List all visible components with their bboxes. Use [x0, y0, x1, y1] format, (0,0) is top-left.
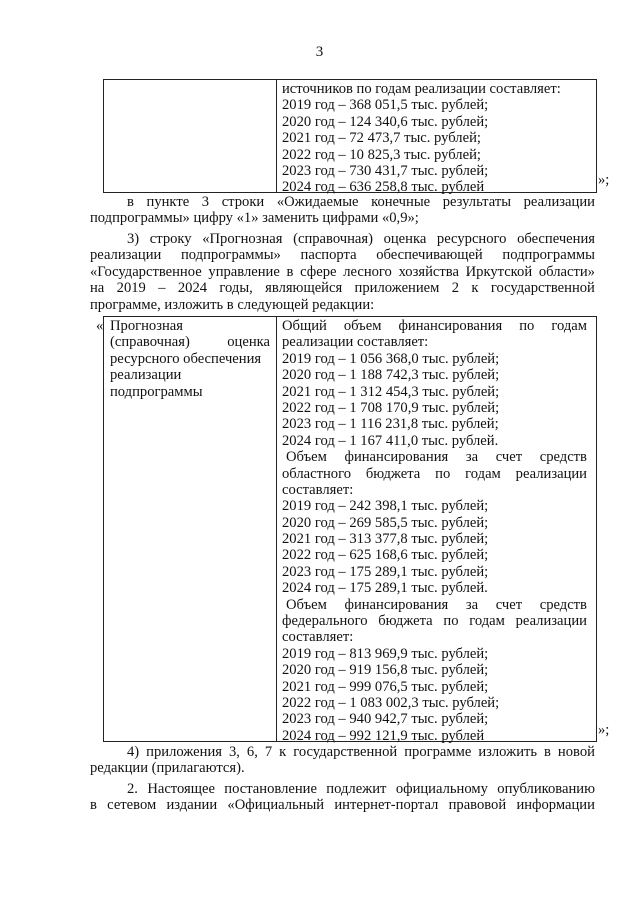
- table-line: 2021 год – 1 312 454,3 тыс. рублей;: [282, 383, 500, 400]
- table-forecast-resources: [103, 316, 597, 742]
- table-line: 2020 год – 919 156,8 тыс. рублей;: [282, 662, 489, 679]
- paragraph-item-3-forecast: [90, 231, 595, 313]
- table-line: 2023 год – 1 116 231,8 тыс. рублей;: [282, 416, 499, 433]
- paragraph-line: подпрограммы» цифру «1» заменить цифрами «0,9»;: [90, 210, 419, 227]
- paragraph-line: реализации подпрограммы» паспорта обеспечивающей подпрограммы: [90, 247, 595, 264]
- table-line: 2023 год – 730 431,7 тыс. рублей;: [282, 162, 489, 179]
- table-line: 2020 год – 124 340,6 тыс. рублей;: [282, 113, 489, 130]
- table-line: 2019 год – 242 398,1 тыс. рублей;: [282, 498, 489, 515]
- paragraph-item-4-appendices: [90, 744, 595, 777]
- closing-quote: »;: [598, 172, 610, 188]
- table-line: реализации: [110, 367, 182, 384]
- paragraph-line: 3) строку «Прогнозная (справочная) оценка ресурсного обеспечения: [127, 231, 595, 247]
- paragraph-line: в пункте 3 строки «Ожидаемые конечные результаты реализации: [127, 194, 595, 210]
- table-cell-left: [110, 318, 270, 400]
- table-line: 2022 год – 1 083 002,3 тыс. рублей;: [282, 694, 500, 711]
- table-line: 2024 год – 1 167 411,0 тыс. рублей.: [282, 432, 499, 449]
- table-line: 2019 год – 813 969,9 тыс. рублей;: [282, 645, 489, 662]
- table-line: 2021 год – 313 377,8 тыс. рублей;: [282, 531, 489, 548]
- paragraph-line: «Государственное управление в сфере лесного хозяйства Иркутской области»: [90, 263, 595, 280]
- table-line: 2021 год – 999 076,5 тыс. рублей;: [282, 678, 489, 695]
- opening-quote: «: [96, 318, 104, 334]
- table-line: Общий объем финансирования по годам: [282, 318, 587, 334]
- table-line: 2022 год – 625 168,6 тыс. рублей;: [282, 547, 489, 564]
- table-cell-right: [282, 81, 592, 196]
- paragraph-line: 4) приложения 3, 6, 7 к государственной программе изложить в новой: [127, 744, 595, 760]
- paragraph-line: на 2019 – 2024 годы, являющейся приложением 2 к государственной: [90, 280, 595, 297]
- table-line: 2021 год – 72 473,7 тыс. рублей;: [282, 130, 481, 147]
- paragraph-publication: [90, 781, 595, 814]
- table-line: 2022 год – 1 708 170,9 тыс. рублей;: [282, 399, 500, 416]
- table-line: федерального бюджета по годам реализации: [282, 613, 587, 630]
- table-line: подпрограммы: [110, 383, 203, 400]
- table-line: 2023 год – 940 942,7 тыс. рублей;: [282, 711, 489, 728]
- page-number: 3: [315, 44, 324, 60]
- table-line: Объем финансирования за счет средств: [286, 596, 587, 613]
- table-line: 2020 год – 1 188 742,3 тыс. рублей;: [282, 367, 500, 384]
- table-line: 2024 год – 992 121,9 тыс. рублей: [282, 727, 485, 744]
- paragraph-line: редакции (прилагаются).: [90, 760, 245, 777]
- table-line: Объем финансирования за счет средств: [286, 449, 587, 466]
- table-line: Прогнозная: [110, 318, 183, 334]
- table-column-divider: [276, 317, 277, 741]
- table-line: 2024 год – 636 258,8 тыс. рублей: [282, 179, 485, 196]
- table-line: 2019 год – 368 051,5 тыс. рублей;: [282, 97, 489, 114]
- table-line: 2020 год – 269 585,5 тыс. рублей;: [282, 514, 489, 531]
- paragraph-line: 2. Настоящее постановление подлежит официальному опубликованию: [127, 781, 595, 797]
- table-line: составляет:: [282, 481, 354, 498]
- table-line: 2024 год – 175 289,1 тыс. рублей.: [282, 580, 488, 597]
- table-line: 2019 год – 1 056 368,0 тыс. рублей;: [282, 350, 500, 367]
- table-cell-right: [282, 318, 587, 744]
- table-column-divider: [276, 80, 277, 192]
- paragraph-item-3-expected-results: [90, 194, 595, 227]
- paragraph-line: программе, изложить в следующей редакции:: [90, 296, 375, 313]
- closing-quote: »;: [598, 722, 610, 738]
- table-line: источников по годам реализации составляет:: [282, 81, 561, 97]
- table-line: реализации составляет:: [282, 334, 429, 351]
- table-continuation: [103, 79, 597, 196]
- paragraph-line: в сетевом издании «Официальный интернет-портал правовой информации: [90, 797, 595, 814]
- table-line: 2022 год – 10 825,3 тыс. рублей;: [282, 146, 481, 163]
- table-line: областного бюджета по годам реализации: [282, 465, 587, 482]
- table-line: составляет:: [282, 629, 354, 646]
- table-line: ресурсного обеспечения: [110, 350, 262, 367]
- table-line: (справочная) оценка: [110, 334, 270, 351]
- table-line: 2023 год – 175 289,1 тыс. рублей;: [282, 563, 489, 580]
